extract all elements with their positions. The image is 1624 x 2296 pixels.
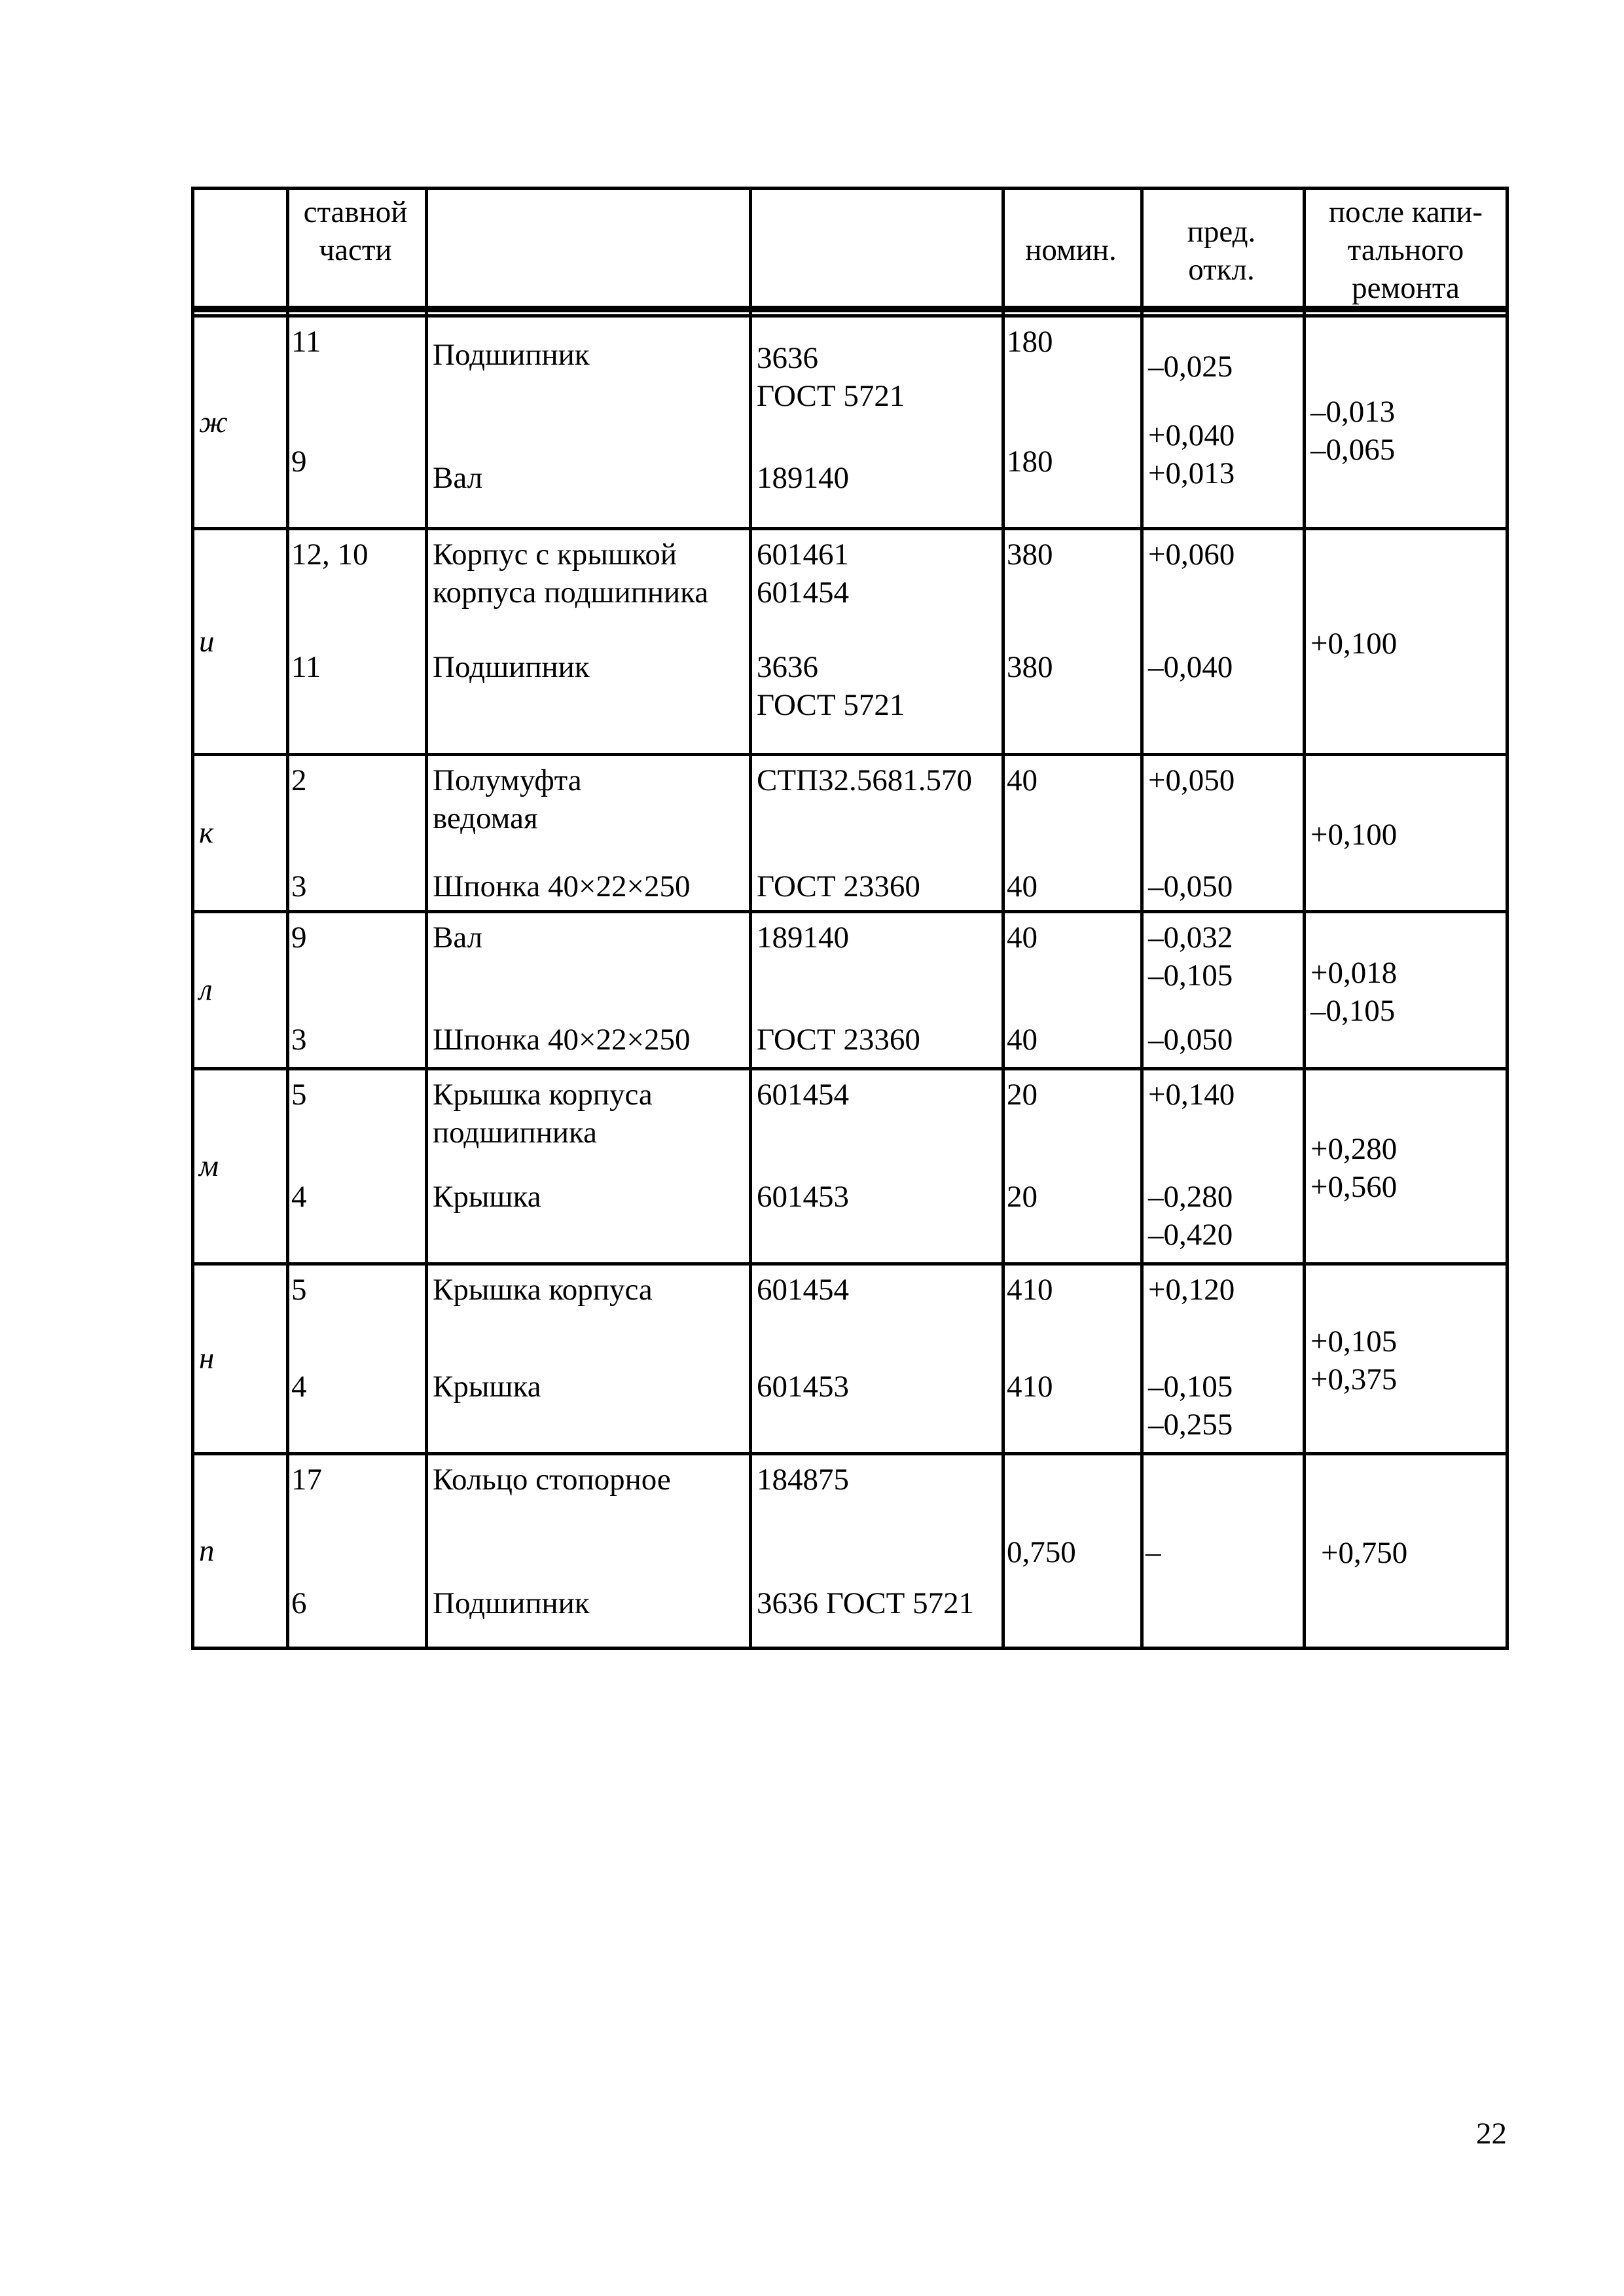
cell-after-repair-line: –0,013 [1310, 394, 1396, 429]
cell-deviation-line: +0,060 [1148, 538, 1235, 572]
cell-part-name-line: корпуса подшипника [433, 575, 709, 610]
header-after-line-3: ремонта [1352, 271, 1460, 305]
cell-part-name [433, 1368, 541, 1406]
cell-position: 4 [291, 1180, 307, 1214]
cell-deviation [1148, 1178, 1233, 1254]
cell-after-repair [1310, 954, 1397, 1030]
cell-drawing-code-line: 601454 [757, 575, 849, 610]
cell-deviation-line: –0,050 [1148, 1023, 1233, 1057]
cell-drawing-code [757, 919, 849, 957]
cell-drawing-code-line: 601454 [757, 1273, 849, 1307]
cell-part-name-line: Кольцо стопорное [433, 1463, 671, 1497]
header-part-line-2: части [319, 233, 392, 267]
row-rule-3 [191, 910, 1509, 913]
cell-after-repair [1310, 816, 1397, 854]
cell-part-name [433, 1461, 671, 1499]
cell-position: 5 [291, 1078, 307, 1112]
header-after-line-2: тального [1347, 233, 1464, 267]
cell-part-name [433, 1076, 653, 1152]
cell-position: 4 [291, 1370, 307, 1404]
cell-part-name [433, 1271, 653, 1309]
cell-deviation-line: –0,025 [1148, 350, 1233, 384]
cell-nominal: 20 [1007, 1078, 1038, 1112]
cell-deviation [1148, 1076, 1235, 1114]
cell-deviation-line: –0,032 [1148, 920, 1233, 955]
header-after-line-1: после капи- [1328, 195, 1483, 229]
row-rule-6 [191, 1452, 1509, 1455]
cell-part-name-line: Шпонка 40×22×250 [433, 1023, 691, 1057]
cell-drawing-code [757, 339, 905, 415]
cell-deviation-line: +0,013 [1148, 456, 1235, 490]
cell-drawing-code-line: 189140 [757, 461, 849, 495]
cell-part-name-line: Полумуфта [433, 763, 582, 797]
cell-nominal: 40 [1007, 1023, 1038, 1057]
cell-deviation: – [1146, 1535, 1161, 1569]
row-group-letter: к [199, 816, 213, 850]
row-group-letter: п [199, 1533, 215, 1568]
cell-part-name [433, 867, 690, 905]
header-deviation-line-1: пред. [1187, 215, 1256, 249]
cell-after-repair-line: –0,065 [1310, 432, 1396, 467]
cell-deviation [1148, 1021, 1233, 1059]
cell-drawing-code-line: ГОСТ 23360 [757, 869, 920, 903]
cell-nominal: 380 [1007, 650, 1053, 684]
cell-deviation-line: +0,120 [1148, 1273, 1235, 1307]
cell-drawing-code [757, 1178, 849, 1216]
cell-deviation [1148, 761, 1235, 799]
cell-nominal: 380 [1007, 538, 1053, 572]
cell-position: 12, 10 [291, 538, 369, 572]
cell-nominal: 40 [1007, 869, 1038, 903]
row-rule-4 [191, 1067, 1509, 1070]
row-group-letter: н [199, 1341, 215, 1376]
column-rule-3 [749, 187, 752, 1650]
cell-deviation [1148, 536, 1235, 574]
cell-drawing-code-line: СТП32.5681.570 [757, 763, 972, 797]
cell-drawing-code-line: 189140 [757, 920, 849, 955]
cell-after-repair-line: +0,100 [1310, 626, 1398, 661]
cell-nominal: 180 [1007, 445, 1053, 479]
row-rule-2 [191, 753, 1509, 756]
row-group-letter: м [199, 1149, 219, 1183]
cell-part-name [433, 1178, 541, 1216]
cell-after-repair [1310, 1322, 1397, 1398]
cell-position: 3 [291, 1023, 307, 1057]
cell-nominal: 410 [1007, 1370, 1053, 1404]
cell-deviation-line: –0,050 [1148, 869, 1233, 903]
cell-nominal: 20 [1007, 1180, 1038, 1214]
column-rule-0 [191, 187, 194, 1650]
cell-drawing-code-line: 3636 [757, 650, 818, 684]
cell-drawing-code-line: 3636 [757, 341, 818, 375]
cell-part-name [433, 648, 590, 686]
cell-part-name [433, 1021, 690, 1059]
cell-part-name [433, 761, 582, 837]
cell-after-repair [1310, 393, 1395, 469]
cell-deviation [1148, 1271, 1235, 1309]
cell-nominal: 40 [1007, 920, 1038, 955]
cell-drawing-code-line: 601454 [757, 1078, 849, 1112]
cell-deviation-line: +0,050 [1148, 763, 1235, 797]
cell-after-repair [1310, 1130, 1397, 1206]
cell-nominal: 40 [1007, 763, 1038, 797]
row-group-letter: ж [199, 405, 228, 439]
cell-drawing-code-line: 601453 [757, 1370, 849, 1404]
cell-nominal: 0,750 [1007, 1535, 1076, 1569]
cell-deviation-line: –0,040 [1148, 650, 1233, 684]
column-rule-4 [1001, 187, 1005, 1650]
header-double-rule [191, 309, 1509, 318]
cell-drawing-code [757, 1584, 974, 1622]
cell-deviation [1148, 919, 1233, 994]
cell-position: 11 [291, 325, 321, 359]
cell-part-name-line: Вал [433, 461, 483, 495]
cell-position: 2 [291, 763, 307, 797]
cell-deviation [1148, 648, 1233, 686]
column-rule-1 [286, 187, 289, 1650]
cell-nominal: 180 [1007, 325, 1053, 359]
row-rule-5 [191, 1262, 1509, 1266]
cell-after-repair-line: +0,560 [1310, 1170, 1398, 1204]
cell-after-repair [1310, 625, 1397, 663]
row-rule-7 [191, 1647, 1509, 1650]
header-nominal: номин. [1025, 233, 1117, 267]
cell-deviation-line: –0,105 [1148, 1370, 1233, 1404]
cell-deviation-line: +0,040 [1148, 418, 1235, 452]
cell-after-repair [1321, 1534, 1407, 1572]
cell-part-name-line: Крышка [433, 1370, 541, 1404]
cell-part-name-line: Корпус с крышкой [433, 538, 677, 572]
cell-drawing-code [757, 761, 972, 799]
cell-drawing-code [757, 1461, 849, 1499]
cell-part-name-line: Подшипник [433, 1586, 590, 1620]
header-deviation [1140, 213, 1303, 289]
cell-position: 3 [291, 869, 307, 903]
cell-part-name-line: Вал [433, 920, 483, 955]
page-number: 22 [1476, 2117, 1507, 2151]
cell-drawing-code [757, 1271, 849, 1309]
column-rule-5 [1140, 187, 1144, 1650]
cell-part-name-line: Подшипник [433, 338, 590, 372]
cell-deviation-line: –0,105 [1148, 958, 1233, 993]
cell-deviation-line: +0,140 [1148, 1078, 1235, 1112]
row-rule-1 [191, 527, 1509, 530]
row-group-letter: и [199, 624, 215, 659]
cell-deviation [1148, 348, 1233, 386]
column-rule-6 [1303, 187, 1306, 1650]
header-deviation-line-2: откл. [1188, 253, 1255, 287]
cell-after-repair-line: +0,018 [1310, 956, 1398, 990]
cell-drawing-code [757, 1021, 920, 1059]
cell-part-name [433, 536, 708, 611]
cell-after-repair-line: +0,750 [1321, 1535, 1408, 1570]
cell-drawing-code-line: ГОСТ 23360 [757, 1023, 920, 1057]
cell-after-repair-line: –0,105 [1310, 994, 1396, 1028]
cell-position: 11 [291, 650, 321, 684]
header-after-repair [1303, 193, 1509, 307]
cell-deviation-line: –0,280 [1148, 1180, 1233, 1214]
cell-position: 17 [291, 1463, 322, 1497]
cell-part-name [433, 459, 482, 497]
cell-drawing-code-line: 3636 ГОСТ 5721 [757, 1586, 975, 1620]
cell-part-name-line: подшипника [433, 1116, 597, 1150]
cell-deviation-line: –0,255 [1148, 1408, 1233, 1442]
cell-part-name [433, 919, 482, 957]
cell-drawing-code [757, 648, 905, 724]
cell-drawing-code [757, 536, 849, 611]
row-group-letter: л [199, 973, 213, 1007]
column-rule-2 [425, 187, 428, 1650]
cell-drawing-code-line: 601461 [757, 538, 849, 572]
cell-part-name-line: Крышка корпуса [433, 1273, 653, 1307]
cell-nominal: 410 [1007, 1273, 1053, 1307]
cell-part-name-line: ведомая [433, 801, 538, 835]
cell-deviation-line: –0,420 [1148, 1218, 1233, 1252]
cell-part-name [433, 336, 590, 374]
cell-drawing-code [757, 1076, 849, 1114]
cell-drawing-code-line: 601453 [757, 1180, 849, 1214]
cell-position: 9 [291, 445, 307, 479]
cell-part-name-line: Крышка корпуса [433, 1078, 653, 1112]
cell-deviation [1148, 1368, 1233, 1444]
column-rule-7 [1506, 187, 1509, 1650]
cell-drawing-code [757, 867, 920, 905]
cell-drawing-code-line: 184875 [757, 1463, 849, 1497]
header-part-label [286, 193, 425, 269]
cell-position: 5 [291, 1273, 307, 1307]
cell-deviation [1148, 867, 1233, 905]
header-part-line-1: ставной [303, 195, 408, 229]
cell-after-repair-line: +0,375 [1310, 1362, 1398, 1396]
cell-part-name-line: Подшипник [433, 650, 590, 684]
cell-drawing-code [757, 459, 849, 497]
cell-part-name-line: Шпонка 40×22×250 [433, 869, 691, 903]
cell-after-repair-line: +0,280 [1310, 1132, 1398, 1166]
cell-after-repair-line: +0,105 [1310, 1324, 1398, 1358]
cell-part-name-line: Крышка [433, 1180, 541, 1214]
cell-deviation [1148, 416, 1235, 492]
cell-drawing-code-line: ГОСТ 5721 [757, 379, 905, 413]
cell-after-repair-line: +0,100 [1310, 818, 1398, 852]
cell-position: 9 [291, 920, 307, 955]
cell-drawing-code-line: ГОСТ 5721 [757, 688, 905, 722]
cell-part-name [433, 1584, 590, 1622]
cell-drawing-code [757, 1368, 849, 1406]
cell-position: 6 [291, 1586, 307, 1620]
